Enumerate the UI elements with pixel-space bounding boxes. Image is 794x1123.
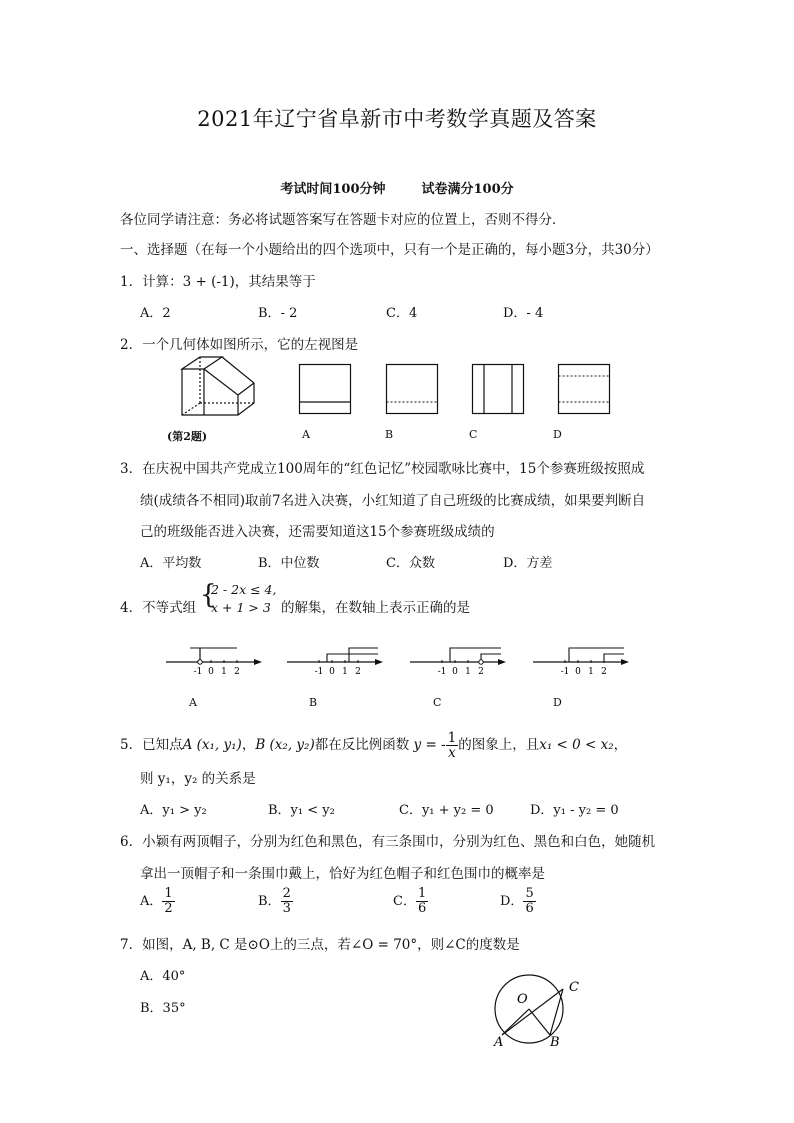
q5-line-1 [120,731,627,760]
q7-circle-figure [485,975,595,1055]
q6-option-c-fraction [416,887,428,916]
q4-tick-label: 0 [452,667,458,677]
q4-open-point [198,660,202,664]
q7-label-b: B [550,1035,560,1050]
q4-tick-label: 1 [342,667,348,677]
exam-time: 考试时间100分钟 [280,182,386,197]
q6-option-b-label: B． [258,894,281,909]
q6-option-a-numerator: 1 [164,886,173,901]
q6-option-a-label: A． [140,894,163,909]
q4-numberline-d [533,634,629,678]
q6-option-b-denominator: 3 [282,901,291,916]
q7-label-a: A [494,1035,504,1050]
q4-tick-label: -1 [193,667,203,677]
q5-option-c: C．y₁ + y₂ = 0 [399,803,494,818]
q4-numberline-b [287,634,383,678]
q4-tick-label: -1 [314,667,324,677]
q4-numberline-a [166,634,262,678]
q5-text-2: ， [241,737,256,753]
q4-axis-arrow-d [621,659,629,665]
q6-line-2: 拿出一顶帽子和一条围巾戴上，恰好为红色帽子和红色围巾的概率是 [140,866,545,882]
notice: 各位同学请注意：务必将试题答案写在答题卡对应的位置上，否则不得分． [120,212,566,228]
q4-solution-ray [569,648,624,662]
q6-option-b-fraction [281,887,293,916]
q6-option-b-numerator: 2 [282,886,291,901]
q5-function: y = - [413,737,446,753]
q7-label-o: O [517,992,528,1007]
q4-tick-label: 0 [208,667,214,677]
q6-option-d-denominator: 6 [525,901,534,916]
page-title: 2021年辽宁省阜新市中考数学真题及答案 [197,107,597,131]
q5-text-4: 的图象上，且 [458,737,540,753]
q4-label-c: C [433,696,442,709]
q4-axis-arrow-a [254,659,262,665]
q4-numberline-c [410,634,506,678]
q4-tick-label: 1 [465,667,471,677]
q1-option-b: B．- 2 [258,306,298,321]
q3-line-3: 己的班级能否进入决赛，还需要知道这15个参赛班级成绩的 [140,524,495,540]
q4-tick-label: 1 [221,667,227,677]
q2-caption: (第2题) [167,430,208,443]
q4-solution-ray [450,648,501,662]
q6-option-c-denominator: 6 [417,901,427,916]
q6-option-c [393,887,428,916]
q4-open-point [479,660,483,664]
q5-option-a: A．y₁ > y₂ [140,803,207,818]
q6-line-1: 6．小颖有两顶帽子，分别为红色和黑色，有三条围巾，分别为红色、黑色和白色，她随机 [120,834,656,850]
q2-view-c [472,364,524,414]
q5-option-d: D．y₁ - y₂ = 0 [530,803,619,818]
q6-option-d-label: D． [500,894,524,909]
q2-label-c: C [469,428,478,441]
q3-option-b: B．中位数 [258,556,320,571]
q2-view-b [386,364,438,414]
q5-text-3: 都在反比例函数 [314,737,410,753]
q4-axis-arrow-c [498,659,506,665]
q2-label-a: A [302,428,310,441]
q4-label-a: A [189,696,197,709]
q6-option-a-denominator: 2 [164,901,173,916]
q3-option-d: D．方差 [503,556,553,571]
q7-label-c: C [569,980,579,995]
q1-option-d: D．- 4 [503,306,544,321]
q4-solution-ray [200,648,237,662]
q2-label-d: D [553,428,562,441]
q4-solution-ray [327,654,378,662]
q4-suffix: 的解集，在数轴上表示正确的是 [281,600,470,616]
q3-line-2: 绩(成绩各不相同)取前7名进入决赛，小红知道了自己班级的比赛成绩，如果要判断自 [140,493,646,509]
q4-tick-label: 2 [601,667,607,677]
q2-solid-figure [180,355,260,417]
q1-stem: 1．计算：3 + (-1)，其结果等于 [120,274,316,290]
exam-score: 试卷满分100分 [421,182,514,197]
q6-option-c-label: C． [393,894,416,909]
q5-condition: x₁ < 0 < x₂ [539,737,614,753]
q6-option-d-numerator: 5 [525,886,534,901]
q2-view-a [299,364,351,414]
q6-option-a-fraction [162,887,174,916]
q4-tick-label: 2 [234,667,240,677]
q4-axis-arrow-b [375,659,383,665]
q5-denominator: x [448,745,456,761]
q4-inequality-1: 2 - 2x ≤ 4, [211,582,277,597]
q6-option-a [140,887,175,916]
q5-line-2: 则 y₁，y₂ 的关系是 [140,771,256,787]
section-heading: 一、选择题（在每一个小题给出的四个选项中，只有一个是正确的，每小题3分，共30分） [120,242,659,258]
q2-stem: 2．一个几何体如图所示，它的左视图是 [120,337,359,353]
q4-tick-label: 2 [478,667,484,677]
q5-fraction [446,731,459,760]
q4-label-d: D [553,696,562,709]
q4-prefix: 4．不等式组 [120,600,197,616]
q1-option-a: A．2 [140,306,171,321]
q2-label-b: B [385,428,394,441]
q5-point-a: A (x₁, y₁) [182,737,242,753]
q4-inequality-2: x + 1 > 3 [211,600,271,615]
q2-view-d [558,364,610,414]
q6-option-d [500,887,536,916]
q6-option-c-numerator: 1 [417,886,427,901]
q3-line-1: 3．在庆祝中国共产党成立100周年的“红色记忆”校园歌咏比赛中，15个参赛班级按照成 [120,461,645,477]
q7-stem: 7．如图，A, B, C 是⊙O上的三点，若∠O = 70°，则∠C的度数是 [120,937,520,953]
q4-tick-label: 2 [355,667,361,677]
q4-tick-label: -1 [437,667,447,677]
q1-option-c: C．4 [386,306,418,321]
q4-label-b: B [309,696,318,709]
exam-info [0,178,794,197]
q3-option-a: A．平均数 [140,556,202,571]
q4-tick-label: -1 [560,667,570,677]
q5-numerator: 1 [447,730,457,746]
q6-option-b [258,887,293,916]
q4-tick-label: 0 [575,667,581,677]
q4-tick-label: 1 [588,667,594,677]
q4-brace: { [200,580,217,610]
q7-option-a: A．40° [140,969,186,984]
q5-point-b: B (x₂, y₂) [255,737,315,753]
q5-option-b: B．y₁ < y₂ [268,803,335,818]
q5-text-5: ， [613,737,628,753]
q6-option-d-fraction [523,887,535,916]
q5-text-1: 5．已知点 [120,737,183,753]
q7-option-b: B．35° [140,1001,186,1016]
q4-solution-ray [349,648,378,662]
q4-tick-label: 0 [329,667,335,677]
q3-option-c: C．众数 [386,556,435,571]
